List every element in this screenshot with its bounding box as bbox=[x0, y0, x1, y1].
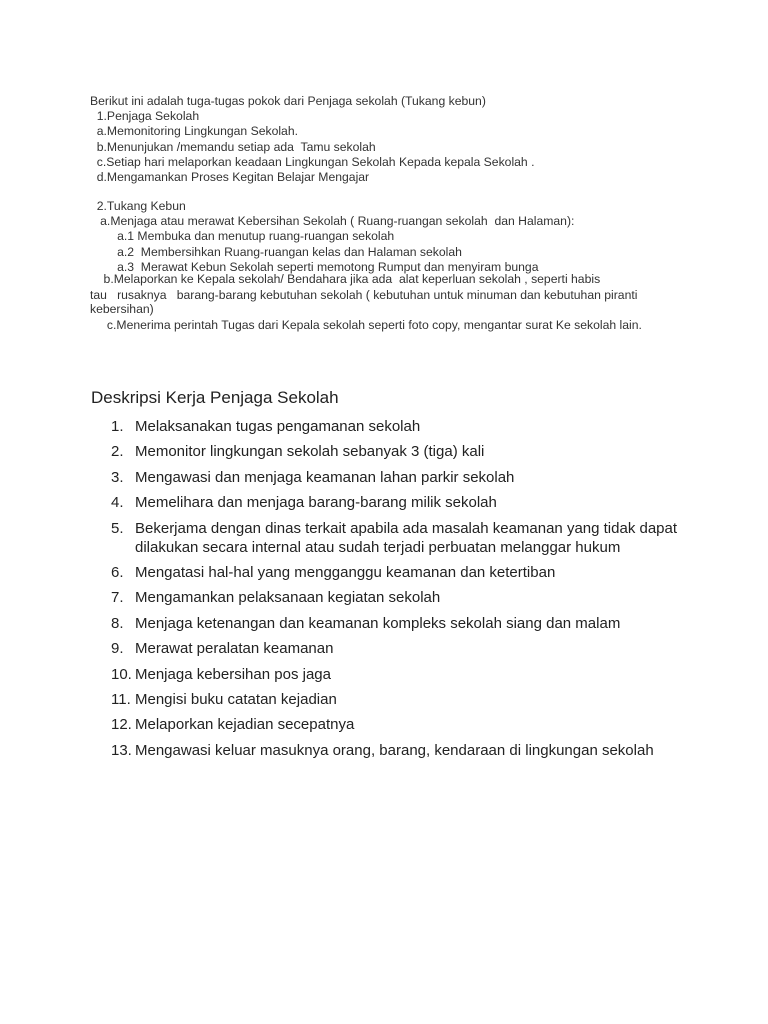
text-line: d.Mengamankan Proses Kegitan Belajar Mengajar bbox=[90, 170, 370, 185]
list-item bbox=[91, 519, 711, 557]
list-number: 5. bbox=[111, 519, 124, 537]
list-text: Mengisi buku catatan kejadian bbox=[135, 690, 337, 708]
text-line: a.Memonitoring Lingkungan Sekolah. bbox=[90, 124, 298, 139]
list-number: 4. bbox=[111, 494, 124, 512]
list-number: 6. bbox=[111, 563, 124, 581]
list-item bbox=[91, 690, 711, 709]
list-number: 13. bbox=[111, 741, 132, 759]
list-text: Bekerjama dengan dinas terkait apabila ada masalah keamanan yang tidak dapat dilakukan secara internal atau sudah terjadi perbuatan melanggar hukum bbox=[135, 519, 678, 556]
list-text: Merawat peralatan keamanan bbox=[135, 640, 334, 658]
list-number: 11. bbox=[111, 690, 131, 708]
list-number: 3. bbox=[111, 468, 124, 486]
text-line: a.3 Merawat Kebun Sekolah seperti memotong Rumput dan menyiram bunga bbox=[90, 259, 539, 274]
text-line: b.Menunjukan /memandu setiap ada Tamu sekolah bbox=[90, 139, 376, 154]
list-text: Memonitor lingkungan sekolah sebanyak 3 (tiga) kali bbox=[135, 443, 485, 461]
text-line: a.2 Membersihkan Ruang-ruangan kelas dan Halaman sekolah bbox=[90, 244, 462, 259]
list-text: Mengawasi keluar masuknya orang, barang, kendaraan di lingkungan sekolah bbox=[135, 741, 654, 759]
job-description-list bbox=[91, 417, 711, 766]
text-line: 2.Tukang Kebun bbox=[90, 199, 186, 213]
list-text: Melaporkan kejadian secepatnya bbox=[135, 716, 355, 734]
list-number: 2. bbox=[111, 443, 124, 461]
text-line: kebersihan) bbox=[90, 302, 154, 316]
text-line: a.1 Membuka dan menutup ruang-ruangan sekolah bbox=[90, 229, 395, 244]
list-text: Mengawasi dan menjaga keamanan lahan parkir sekolah bbox=[135, 468, 515, 486]
list-text: Mengatasi hal-hal yang mengganggu keamanan dan ketertiban bbox=[135, 563, 556, 581]
list-item bbox=[91, 442, 711, 461]
text-line: 1.Penjaga Sekolah bbox=[90, 109, 200, 124]
text-line: c.Menerima perintah Tugas dari Kepala sekolah seperti foto copy, mengantar surat Ke sekolah lain. bbox=[90, 318, 642, 332]
list-item bbox=[91, 468, 711, 487]
list-text: Menjaga kebersihan pos jaga bbox=[135, 665, 331, 683]
text-line: c.Setiap hari melaporkan keadaan Lingkungan Sekolah Kepada kepala Sekolah . bbox=[90, 154, 535, 169]
list-number: 7. bbox=[111, 589, 124, 607]
list-item bbox=[91, 715, 711, 734]
section-heading: Deskripsi Kerja Penjaga Sekolah bbox=[91, 388, 339, 407]
list-item bbox=[91, 614, 711, 633]
list-number: 10. bbox=[111, 665, 132, 683]
list-item bbox=[91, 493, 711, 512]
list-item bbox=[91, 417, 711, 436]
list-number: 9. bbox=[111, 640, 124, 658]
list-item bbox=[91, 588, 711, 607]
text-line: b.Melaporkan ke Kepala sekolah/ Bendahara jika ada alat keperluan sekolah , seperti habis bbox=[90, 272, 601, 286]
list-text: Menjaga ketenangan dan keamanan kompleks sekolah siang dan malam bbox=[135, 614, 621, 632]
text-line: tau rusaknya barang-barang kebutuhan sekolah ( kebutuhan untuk minuman dan kebutuhan piranti bbox=[90, 288, 638, 302]
list-number: 8. bbox=[111, 614, 124, 632]
list-item bbox=[91, 563, 711, 582]
text-line: a.Menjaga atau merawat Kebersihan Sekolah ( Ruang-ruangan sekolah dan Halaman): bbox=[90, 214, 575, 229]
section-tukang-kebun bbox=[90, 199, 574, 275]
list-text: Melaksanakan tugas pengamanan sekolah bbox=[135, 418, 421, 435]
section-penjaga-sekolah bbox=[90, 94, 534, 185]
list-text: Mengamankan pelaksanaan kegiatan sekolah bbox=[135, 589, 441, 607]
intro-line: Berikut ini adalah tuga-tugas pokok dari Penjaga sekolah (Tukang kebun) bbox=[90, 94, 486, 108]
list-item bbox=[91, 639, 711, 658]
list-item bbox=[91, 665, 711, 684]
list-number: 1. bbox=[111, 418, 124, 435]
list-item bbox=[91, 741, 711, 760]
list-text: Memelihara dan menjaga barang-barang milik sekolah bbox=[135, 494, 497, 512]
list-number: 12. bbox=[111, 716, 132, 734]
